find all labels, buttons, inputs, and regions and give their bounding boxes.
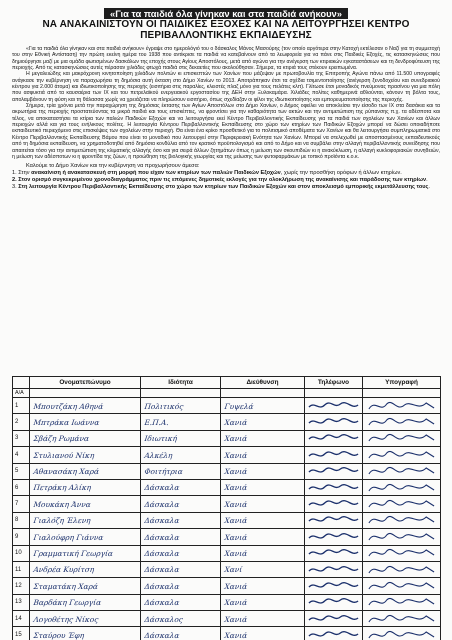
row-number: 15 <box>13 627 30 640</box>
signature-scribble <box>363 399 440 413</box>
title-quote: «Για τα παιδιά όλα γίνηκαν και στα παιδιά ανήκουν» <box>104 8 348 19</box>
header-signature: Υπογραφή <box>363 377 441 389</box>
signer-address: Χανιά <box>220 479 306 495</box>
signer-phone <box>305 414 363 430</box>
signer-address: Χανιά <box>220 512 306 528</box>
signer-phone <box>305 398 363 414</box>
signature-scribble <box>363 546 440 560</box>
signer-name: Γιαλόζη Έλενη <box>29 512 142 528</box>
aa-label: Α/Α <box>13 389 30 398</box>
row-number: 3 <box>13 430 30 446</box>
signer-name: Βαρδάκη Γεωργία <box>29 594 142 610</box>
signer-name: Λογοθέτης Νίκος <box>29 611 142 627</box>
title-block <box>12 8 440 41</box>
signer-signature <box>363 561 441 577</box>
signature-scribble <box>363 481 440 495</box>
signer-role: Δάσκαλα <box>140 627 222 640</box>
signer-name: Μπτράκα Ιωάννα <box>29 414 142 430</box>
title-main: ΝΑ ΑΝΑΚΑΙΝΙΣΤΟΥΝ ΟΙ ΠΑΙΔΙΚΕΣ ΕΞΟΧΕΣ ΚΑΙ ΝΑ ΛΕΙΤΟΥΡΓΗΣΕΙ ΚΕΝΤΡΟ <box>42 19 410 30</box>
signer-name: Μουκάκη Άννα <box>29 496 142 512</box>
signer-signature <box>363 463 441 479</box>
signer-address: Γυψελά <box>220 398 306 414</box>
signature-scribble <box>363 464 440 478</box>
row-number: 1 <box>13 398 30 414</box>
signer-phone <box>305 627 363 640</box>
redacted-phone-scribble <box>305 628 362 640</box>
signer-name: Σταύρου Έφη <box>29 627 142 640</box>
redacted-phone-scribble <box>305 464 362 478</box>
redacted-phone-scribble <box>305 530 362 544</box>
table-row <box>13 529 441 545</box>
petition-text <box>12 46 440 160</box>
signature-scribble <box>363 563 440 577</box>
header-phone: Τηλέφωνο <box>305 377 363 389</box>
signer-signature <box>363 594 441 610</box>
row-number: 11 <box>13 561 30 577</box>
signer-role: Δάσκαλα <box>140 496 222 512</box>
signer-signature <box>363 398 441 414</box>
redacted-phone-scribble <box>305 415 362 429</box>
signature-scribble <box>363 415 440 429</box>
paragraph: Η μεγαλειώδης και μακρόχρονη κινητοποίηση χιλιάδων πολιτών κι επισκεπτών των Χανίων που μάζεψαν με πρωτοβουλία της Επιτροπής Αγώνα πάνω από 11.500 υπογραφές ανάγκασε την κυβέρνηση να παραχωρήσει τη δημόσια αυτή έκταση στο Δήμο Χανίων το 2013. Αποτράπηκαν έτσι τα σχέδια τσιμεντοποίησης (ανέγερση ξενοδοχείου και συνεδριακού κέντρου για 2.000 άτομα) και ιδιωτικοποίησης της περιοχής (εισιτήρια στις παραλίες, κλειστές πλαζ μόνο για τους πελάτες κλπ). Γλίτωσε έτσι μοναδικός πνεύμονας πρασίνου για μια πόλη που ασφυκτιά από τα καυσαέρια των ΙΧ και του πετρελαϊκού ενεργειακού εργοστασίου της ΔΕΗ στην Ξυλοκαμάρα. Χιλιάδες πολίτες καθημερινά αθλούνται, κάνουν τη βόλτα τους, απολαμβάνουν τη φύση και τη θάλασσα χωρίς να χρειάζεται να πληρώσουν εισιτήριο, όπως σχεδίαζαν οι φίλοι της ιδιωτικοποίησης και εμπορευματοποίησης της περιοχής. <box>12 71 440 103</box>
table-row <box>13 389 441 398</box>
signer-role: Δάσκαλα <box>140 479 222 495</box>
signer-address: Χανιά <box>220 463 306 479</box>
signer-role: Αλκέλη <box>140 447 222 463</box>
signer-address: Χανιά <box>220 496 306 512</box>
table-row <box>13 430 441 446</box>
signature-rows <box>13 389 441 640</box>
signer-signature <box>363 414 441 430</box>
signer-phone <box>305 578 363 594</box>
signature-scribble <box>363 612 440 626</box>
signer-signature <box>363 611 441 627</box>
title-sub: ΠΕΡΙΒΑΛΛΟΝΤΙΚΗΣ ΕΚΠΑΙΔΕΥΣΗΣ <box>140 30 312 41</box>
signature-scribble <box>363 448 440 462</box>
table-row <box>13 447 441 463</box>
signature-scribble <box>363 497 440 511</box>
row-number: 4 <box>13 447 30 463</box>
table-row <box>13 545 441 561</box>
signature-scribble <box>363 628 440 640</box>
table-row <box>13 611 441 627</box>
table-row <box>13 398 441 414</box>
signer-phone <box>305 611 363 627</box>
signer-address: Χανιά <box>220 578 306 594</box>
redacted-phone-scribble <box>305 595 362 609</box>
row-number: 12 <box>13 578 30 594</box>
signer-phone <box>305 463 363 479</box>
table-row <box>13 578 441 594</box>
signer-address: Χανιά <box>220 529 306 545</box>
signer-role: Δάσκαλα <box>140 529 222 545</box>
signer-role: Δάσκαλα <box>140 594 222 610</box>
signer-role: Ιδιωτική <box>140 430 222 446</box>
redacted-phone-scribble <box>305 431 362 445</box>
redacted-phone-scribble <box>305 563 362 577</box>
signer-phone <box>305 447 363 463</box>
paragraph: «Για τα παιδιά όλα γίνηκαν και στα παιδιά ανήκουν» έγραψε στο ημερολόγιό του ο δάσκαλος Μάνος Μασούρης (τον οποίο αργότερα στην Κατοχή εκτέλεσαν ο Ναζί για τη συμμετοχή του στην Εθνική Αντίσταση) την πρώτη εκείνη ημέρα του 1938 που αντίκρισε τα παιδιά να κατεβαίνουν από τα λεωφορεία για να πάνε στις Παιδικές Εξοχές, τις κατασκηνώσεις που δημιούργησε μαζί με μια ομάδα φωτισμένων δασκάλων της εποχής στους Αγίους Αποστόλους, μετά από αγώνα για την ανέγερση των κτιριακών εγκαταστάσεων και τη δενδροφύτευση της περιοχής. Από τις κατασκηνώσεις αυτές πέρασαν χιλιάδες φτωχά παιδιά στις δεκαετίες που ακολούθησαν. Σήμερα, τα κτιριά τους στέκουν ερειπωμένα. <box>12 46 440 72</box>
header-address: Διεύθυνση <box>221 377 305 389</box>
redacted-phone-scribble <box>305 546 362 560</box>
signer-phone <box>305 430 363 446</box>
signer-signature <box>363 627 441 640</box>
row-number: 2 <box>13 414 30 430</box>
row-number: 14 <box>13 611 30 627</box>
header-aa <box>13 377 30 389</box>
signer-address: Χανιά <box>220 545 306 561</box>
paragraph: Σήμερα, τρία χρόνια μετά την παραχώρηση της δημόσιας έκτασης των Αγίων Αποστόλων στο Δήμο Χανίων, ο Δήμος οφείλει να αποκλείσει την είσοδο των ΙΧ στα δασάκια και τα ακρωτήρια της περιοχής προστατεύοντας τα μικρά παιδιά και τους επισκέπτες, να φροντίσει για την καθαριότητα των ακτών και την αντιμετώπιση της ρύπανσης π.χ. τα αδέσποτα και τέλος, να αποκαταστήσει τα κτίρια των παλιών Παιδικών Εξοχών και να λειτουργήσει εκεί Κέντρο Περιβαλλοντικής Εκπαίδευσης για τα παιδιά των σχολείων των Χανίων και άλλων περιοχών αλλά και για τους ενήλικους πολίτες. Η λειτουργία Κέντρου Περιβαλλοντικής Εκπαίδευσης στο χώρο των κτηρίων των Παιδικών Εξοχών μπορεί να δώσει οποιαδήποτε εκπαιδευτικό περιεχόμενο στις επισκέψεις των σχολείων στην περιοχή. Θα είναι ένα κρίκο προσθετικό για το πολιτισμικό αποθέματα των Χανίων και θα λειτουργήσει συμπληρωματικά στο Κέντρο Περιβαλλοντικής Εκπαίδευσης Βάμου που είναι το μοναδικό που λειτουργεί στην Περιφερειακή Ενότητα των Χανίων. Μπορεί να στελεχωθεί με αποσπασμένους εκπαιδευτικούς από τη δημόσια εκπαίδευση, να χρηματοδοτηθεί από δημόσια κονδύλια από τον κρατικό προϋπολογισμό και από το Δήμο και να συμβάλει στην αλλαγή περιβαλλοντικής συνείδησης που απαιτείται τόσο για την αντιμετώπιση της κλιματικής αλλαγής όσο και για σειρά άλλων ζητημάτων όπως η μείωση των σκουπιδιών κι η ανακύκλωση, η αλλαγή κυκλοφοριακών συνηθειών, η μείωση των αδέσποτων κι η φροντίδα της ζώων, η προώθηση της βιολογικής γεωργίας και της μείωσης των φυτοφαρμάκων με τοπικό προϊόντα κ.ο.κ. <box>12 103 440 160</box>
signer-role: Δάσκαλα <box>140 578 222 594</box>
signer-name: Πετράκη Αλίκη <box>29 479 142 495</box>
signer-signature <box>363 496 441 512</box>
table-row <box>13 496 441 512</box>
signer-role: Δάσκαλα <box>140 561 222 577</box>
redacted-phone-scribble <box>305 612 362 626</box>
row-number: 13 <box>13 594 30 610</box>
demand-item: 2. Στον ορισμό συγκεκριμένου χρονοδιαγράμματος πριν τις επόμενες δημοτικές εκλογές για την ολοκλήρωση της ανακαίνισης και παράδοσης των κτηρίων. <box>12 177 428 183</box>
signer-signature <box>363 545 441 561</box>
signer-name: Γιαλούφρη Γιάννα <box>29 529 142 545</box>
signer-name: Στυλιανού Νίκη <box>29 447 142 463</box>
row-number: 7 <box>13 496 30 512</box>
signer-name: Αθανασάκη Χαρά <box>29 463 142 479</box>
table-row <box>13 561 441 577</box>
demands-lead: Καλούμε το Δήμο Χανίων και την κυβέρνηση να προχωρήσουν άμεσα: <box>26 163 200 170</box>
signature-scribble <box>363 530 440 544</box>
signer-role: Δάσκαλα <box>140 512 222 528</box>
signature-scribble <box>363 431 440 445</box>
redacted-phone-scribble <box>305 513 362 527</box>
signer-role: Φοιτήτρια <box>140 463 222 479</box>
signer-phone <box>305 545 363 561</box>
redacted-phone-scribble <box>305 497 362 511</box>
signer-name: Σβάζη Ρωμάνα <box>29 430 142 446</box>
signer-name: Ανδρέα Κυρίτση <box>29 561 142 577</box>
signer-role: Δάσκαλος <box>140 611 222 627</box>
demands-list <box>12 163 440 191</box>
redacted-phone-scribble <box>305 448 362 462</box>
signer-address: Χανιά <box>220 594 306 610</box>
row-number: 10 <box>13 545 30 561</box>
signer-phone <box>305 529 363 545</box>
signature-scribble <box>363 579 440 593</box>
header-role: Ιδιότητα <box>141 377 221 389</box>
redacted-phone-scribble <box>305 579 362 593</box>
table-row <box>13 463 441 479</box>
row-number: 6 <box>13 479 30 495</box>
demand-item: 3. Στη λειτουργία Κέντρου Περιβαλλοντικής Εκπαίδευσης στο χώρο των κτηρίων των Παιδικών Εξοχών και στον αποκλεισμό εμπορικής εκμετάλλευσης τους. <box>12 183 430 190</box>
signer-signature <box>363 578 441 594</box>
header-name: Ονοματεπώνυμο <box>30 377 141 389</box>
signer-address: Χανιά <box>220 627 306 640</box>
signer-phone <box>305 561 363 577</box>
signature-table <box>12 376 441 640</box>
redacted-phone-scribble <box>305 399 362 413</box>
row-number: 9 <box>13 529 30 545</box>
signer-name: Μπουτζάκη Αθηνά <box>29 398 142 414</box>
signer-role: Δάσκαλα <box>140 545 222 561</box>
demand-item: 1. Στην ανακαίνιση ή ανακατασκευή στη μορφή που είχαν των κτηρίων των παλιών Παιδικών Εξοχών, χωρίς την προσθήκη ορόφων ή άλλων κτηρίων. <box>12 170 402 177</box>
signer-address: Χανί <box>220 561 306 577</box>
signer-name: Γραμματική Γεωργία <box>29 545 142 561</box>
signer-signature <box>363 430 441 446</box>
table-row <box>13 627 441 640</box>
signer-signature <box>363 512 441 528</box>
signer-name: Σταματάκη Χαρά <box>29 578 142 594</box>
signer-address: Χανιά <box>220 414 306 430</box>
table-row <box>13 594 441 610</box>
signer-phone <box>305 479 363 495</box>
signer-signature <box>363 479 441 495</box>
signer-address: Χανιά <box>220 430 306 446</box>
redacted-phone-scribble <box>305 481 362 495</box>
signer-signature <box>363 529 441 545</box>
row-number: 5 <box>13 463 30 479</box>
signer-role: Πολιτικός <box>140 398 222 414</box>
table-row <box>13 414 441 430</box>
signature-scribble <box>363 513 440 527</box>
signature-scribble <box>363 595 440 609</box>
signer-signature <box>363 447 441 463</box>
table-row <box>13 479 441 495</box>
signer-role: Ε.Π.Α. <box>140 414 222 430</box>
row-number: 8 <box>13 512 30 528</box>
signer-phone <box>305 594 363 610</box>
signer-phone <box>305 512 363 528</box>
signer-address: Χανιά <box>220 611 306 627</box>
signer-phone <box>305 496 363 512</box>
signer-address: Χανιά <box>220 447 306 463</box>
table-row <box>13 512 441 528</box>
